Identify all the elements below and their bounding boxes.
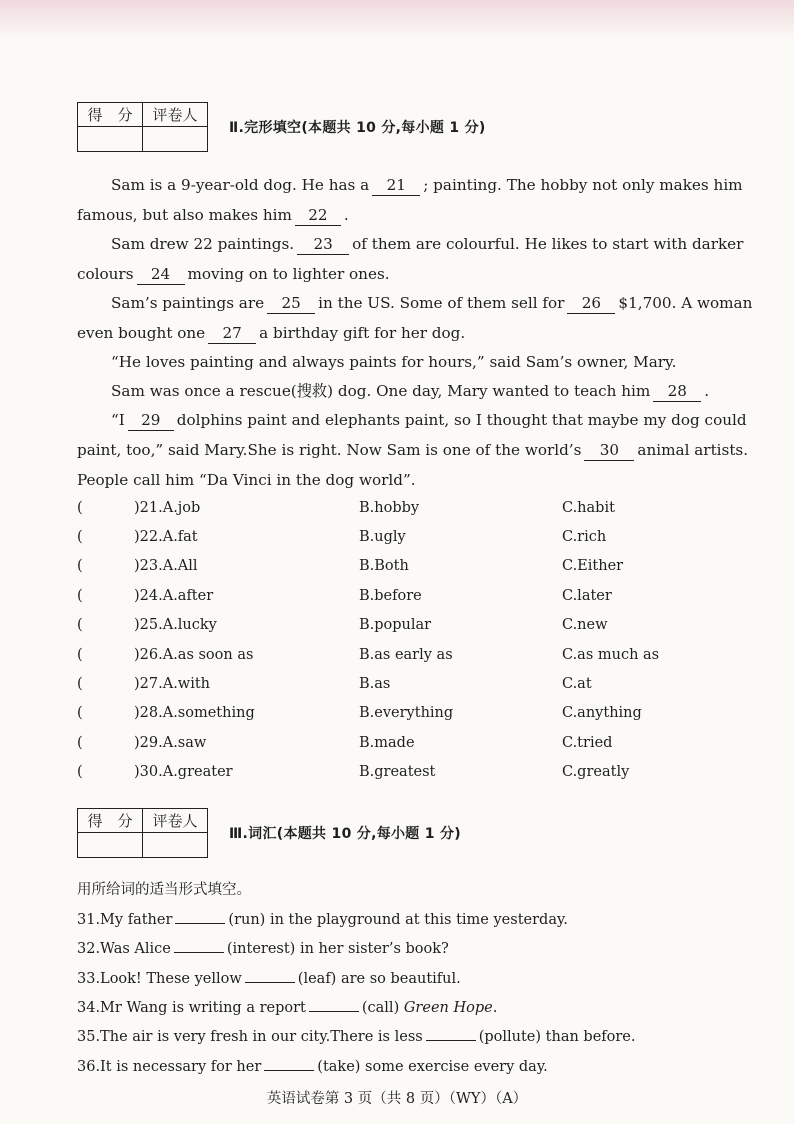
option-b: B.as	[359, 676, 391, 692]
option-c: C.new	[562, 617, 608, 633]
blank-28[interactable]: 28	[653, 381, 701, 402]
vocab-blank[interactable]	[245, 964, 295, 983]
option-c: C.Either	[562, 558, 624, 574]
passage-line: People call him “Da Vinci in the dog world”.	[77, 471, 416, 489]
option-b: B.before	[359, 588, 422, 604]
vocab-item-32: 32.Was Alice (interest) in her sister’s book?	[77, 934, 737, 963]
option-c: C.later	[562, 588, 612, 604]
vocab-item-34: 34.Mr Wang is writing a report (call) Green Hope.	[77, 993, 737, 1022]
score-cell	[78, 833, 143, 857]
section-2-title: Ⅱ.完形填空(本题共 10 分,每小题 1 分)	[229, 120, 486, 136]
option-a: )28.A.something	[134, 705, 255, 721]
option-b: B.ugly	[359, 529, 406, 545]
option-a: )29.A.saw	[134, 735, 207, 751]
passage-line: “He loves painting and always paints for hours,” said Sam’s owner, Mary.	[111, 353, 677, 371]
option-c: C.at	[562, 676, 592, 692]
option-b: B.made	[359, 735, 415, 751]
passage-line: even bought one 27 a birthday gift for her dog.	[77, 324, 466, 342]
score-cell	[78, 127, 143, 151]
answer-paren[interactable]: (	[77, 558, 83, 574]
blank-30[interactable]: 30	[584, 440, 634, 461]
option-c: C.as much as	[562, 647, 660, 663]
option-c: C.habit	[562, 500, 615, 516]
option-b: B.hobby	[359, 500, 420, 516]
option-row	[77, 582, 777, 611]
blank-24[interactable]: 24	[137, 264, 185, 285]
section-3-instruction: 用所给词的适当形式填空。	[77, 882, 251, 898]
option-b: B.as early as	[359, 647, 453, 663]
passage-line: Sam’s paintings are 25 in the US. Some of them sell for 26 $1,700. A woman	[111, 294, 753, 312]
vocab-item-35: 35.The air is very fresh in our city.There is less (pollute) than before.	[77, 1022, 737, 1051]
score-label: 得 分	[78, 809, 143, 833]
option-row	[77, 670, 777, 699]
vocab-blank[interactable]	[174, 934, 224, 953]
option-row	[77, 552, 777, 581]
blank-21[interactable]: 21	[372, 175, 420, 196]
answer-paren[interactable]: (	[77, 588, 83, 604]
option-b: B.Both	[359, 558, 409, 574]
option-row	[77, 758, 777, 787]
vocab-item-31: 31.My father (run) in the playground at this time yesterday.	[77, 905, 737, 934]
option-a: )21.A.job	[134, 500, 201, 516]
blank-23[interactable]: 23	[297, 234, 349, 255]
option-c: C.rich	[562, 529, 607, 545]
answer-paren[interactable]: (	[77, 647, 83, 663]
option-row	[77, 699, 777, 728]
vocab-blank[interactable]	[426, 1022, 476, 1041]
score-box-section-3	[77, 808, 208, 858]
passage-line: colours 24 moving on to lighter ones.	[77, 265, 390, 283]
vocab-item-33: 33.Look! These yellow (leaf) are so beautiful.	[77, 964, 737, 993]
option-row	[77, 494, 777, 523]
answer-paren[interactable]: (	[77, 676, 83, 692]
passage-line: Sam was once a rescue(搜救) dog. One day, Mary wanted to teach him 28 .	[111, 382, 710, 400]
answer-paren[interactable]: (	[77, 735, 83, 751]
vocab-item-36: 36.It is necessary for her (take) some exercise every day.	[77, 1052, 737, 1081]
answer-paren[interactable]: (	[77, 529, 83, 545]
blank-26[interactable]: 26	[567, 293, 615, 314]
passage-line: paint, too,” said Mary.She is right. Now Sam is one of the world’s 30 animal artists.	[77, 441, 749, 459]
option-b: B.popular	[359, 617, 432, 633]
blank-22[interactable]: 22	[295, 205, 341, 226]
page-top-tint	[0, 0, 794, 40]
blank-25[interactable]: 25	[267, 293, 315, 314]
option-c: C.greatly	[562, 764, 630, 780]
option-a: )26.A.as soon as	[134, 647, 254, 663]
option-a: )23.A.All	[134, 558, 198, 574]
option-row	[77, 729, 777, 758]
vocab-blank[interactable]	[309, 993, 359, 1012]
score-label: 得 分	[78, 103, 143, 127]
option-b: B.greatest	[359, 764, 436, 780]
answer-paren[interactable]: (	[77, 617, 83, 633]
answer-paren[interactable]: (	[77, 764, 83, 780]
option-a: )22.A.fat	[134, 529, 198, 545]
grader-label: 评卷人	[143, 809, 207, 833]
option-row	[77, 611, 777, 640]
passage-line: famous, but also makes him 22 .	[77, 206, 349, 224]
option-row	[77, 641, 777, 670]
option-c: C.tried	[562, 735, 613, 751]
option-a: )24.A.after	[134, 588, 214, 604]
passage-line: Sam drew 22 paintings. 23 of them are colourful. He likes to start with darker	[111, 235, 744, 253]
grader-label: 评卷人	[143, 103, 207, 127]
option-c: C.anything	[562, 705, 642, 721]
page-footer: 英语试卷第 3 页（共 8 页）（WY）（A）	[266, 1091, 528, 1107]
option-b: B.everything	[359, 705, 454, 721]
blank-27[interactable]: 27	[208, 323, 256, 344]
answer-paren[interactable]: (	[77, 500, 83, 516]
grader-cell	[143, 127, 207, 151]
grader-cell	[143, 833, 207, 857]
option-row	[77, 523, 777, 552]
score-box-section-2	[77, 102, 208, 152]
blank-29[interactable]: 29	[128, 410, 174, 431]
passage-line: Sam is a 9-year-old dog. He has a 21 ; painting. The hobby not only makes him	[111, 176, 743, 194]
option-a: )30.A.greater	[134, 764, 233, 780]
option-a: )27.A.with	[134, 676, 211, 692]
vocab-blank[interactable]	[264, 1052, 314, 1071]
section-3-title: Ⅲ.词汇(本题共 10 分,每小题 1 分)	[229, 826, 461, 842]
vocab-blank[interactable]	[175, 905, 225, 924]
passage-line: “I 29 dolphins paint and elephants paint, so I thought that maybe my dog could	[111, 411, 747, 429]
answer-paren[interactable]: (	[77, 705, 83, 721]
option-a: )25.A.lucky	[134, 617, 217, 633]
